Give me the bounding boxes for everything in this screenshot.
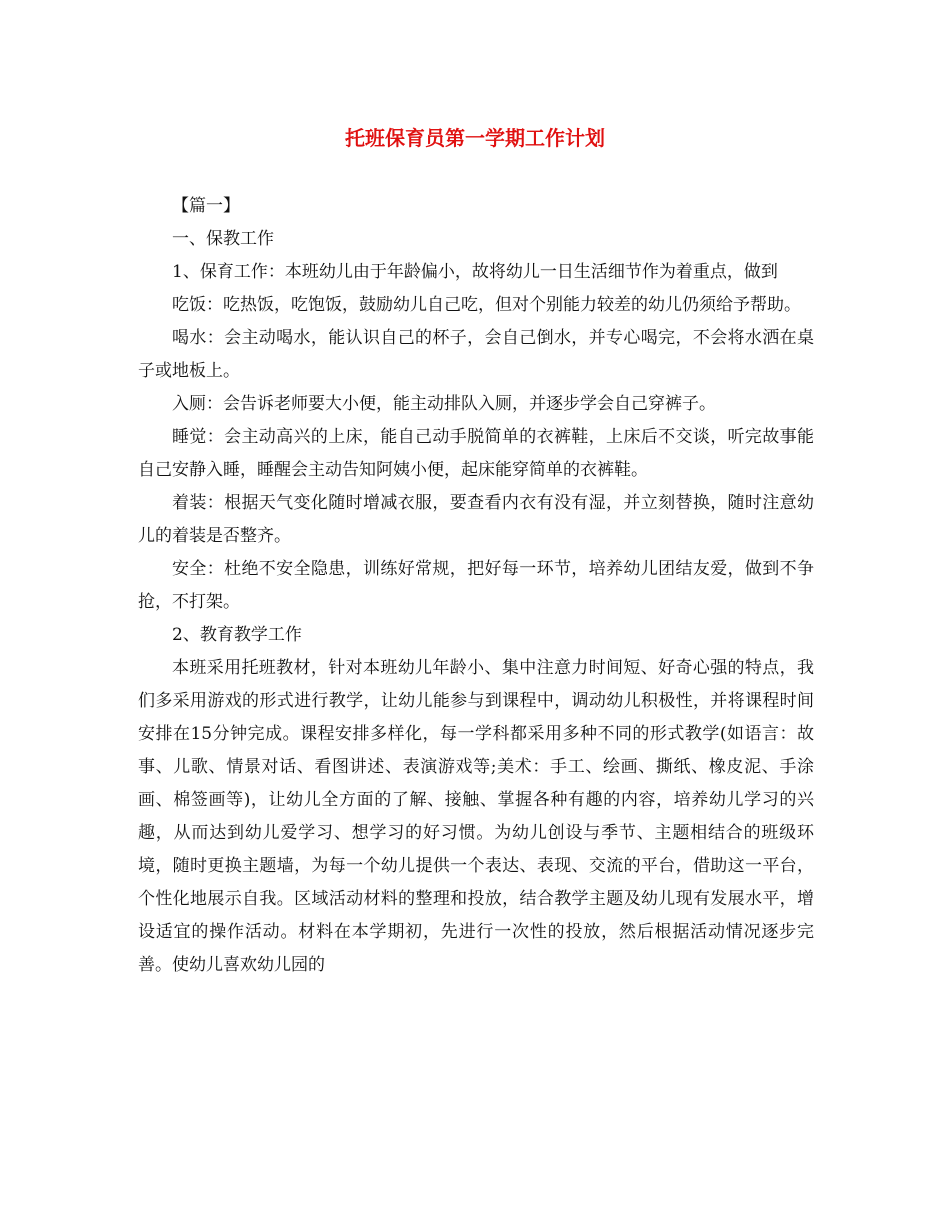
paragraph: 着装：根据天气变化随时增减衣服，要查看内衣有没有湿，并立刻替换，随时注意幼儿的着装是否整齐。 — [138, 493, 814, 546]
paragraph: 本班采用托班教材，针对本班幼儿年龄小、集中注意力时间短、好奇心强的特点，我们多采用游戏的形式进行教学，让幼儿能参与到课程中，调动幼儿积极性，并将课程时间安排在15分钟完成。课程安排多样化，每一学科都采用多种不同的形式教学(如语言：故事、儿歌、情景对话、看图讲述、表演游戏等;美术：手工、绘画、撕纸、橡皮泥、手涂画、棉签画等)，让幼儿全方面的了解、接触、掌握各种有趣的内容，培养幼儿学习的兴趣，从而达到幼儿爱学习、想学习的好习惯。为幼儿创设与季节、主题相结合的班级环境，随时更换主题墙，为每一个幼儿提供一个表达、表现、交流的平台，借助这一平台，个性化地展示自我。区域活动材料的整理和投放，结合教学主题及幼儿现有发展水平，增设适宜的操作活动。材料在本学期初，先进行一次性的投放，然后根据活动情况逐步完善。使幼儿喜欢幼儿园的 — [138, 658, 814, 975]
paragraph: 睡觉：会主动高兴的上床，能自己动手脱简单的衣裤鞋，上床后不交谈，听完故事能自己安静入睡，睡醒会主动告知阿姨小便，起床能穿简单的衣裤鞋。 — [138, 427, 814, 480]
subsection-heading: 一、保教工作 — [172, 229, 274, 249]
section-heading: 【篇一】 — [172, 196, 240, 216]
document-body — [138, 190, 814, 982]
paragraph: 入厕：会告诉老师要大小便，能主动排队入厕，并逐步学会自己穿裤子。 — [172, 394, 716, 414]
paragraph: 吃饭：吃热饭，吃饱饭，鼓励幼儿自己吃，但对个别能力较差的幼儿仍须给予帮助。 — [172, 295, 801, 315]
paragraph: 喝水：会主动喝水，能认识自己的杯子，会自己倒水，并专心喝完，不会将水洒在桌子或地板上。 — [138, 328, 814, 381]
paragraph: 安全：杜绝不安全隐患，训练好常规，把好每一环节，培养幼儿团结友爱，做到不争抢，不打架。 — [138, 559, 814, 612]
paragraph: 1、保育工作：本班幼儿由于年龄偏小，故将幼儿一日生活细节作为着重点，做到 — [172, 262, 778, 282]
subsection-heading: 2、教育教学工作 — [172, 625, 302, 645]
document-title: 托班保育员第一学期工作计划 — [345, 126, 605, 150]
